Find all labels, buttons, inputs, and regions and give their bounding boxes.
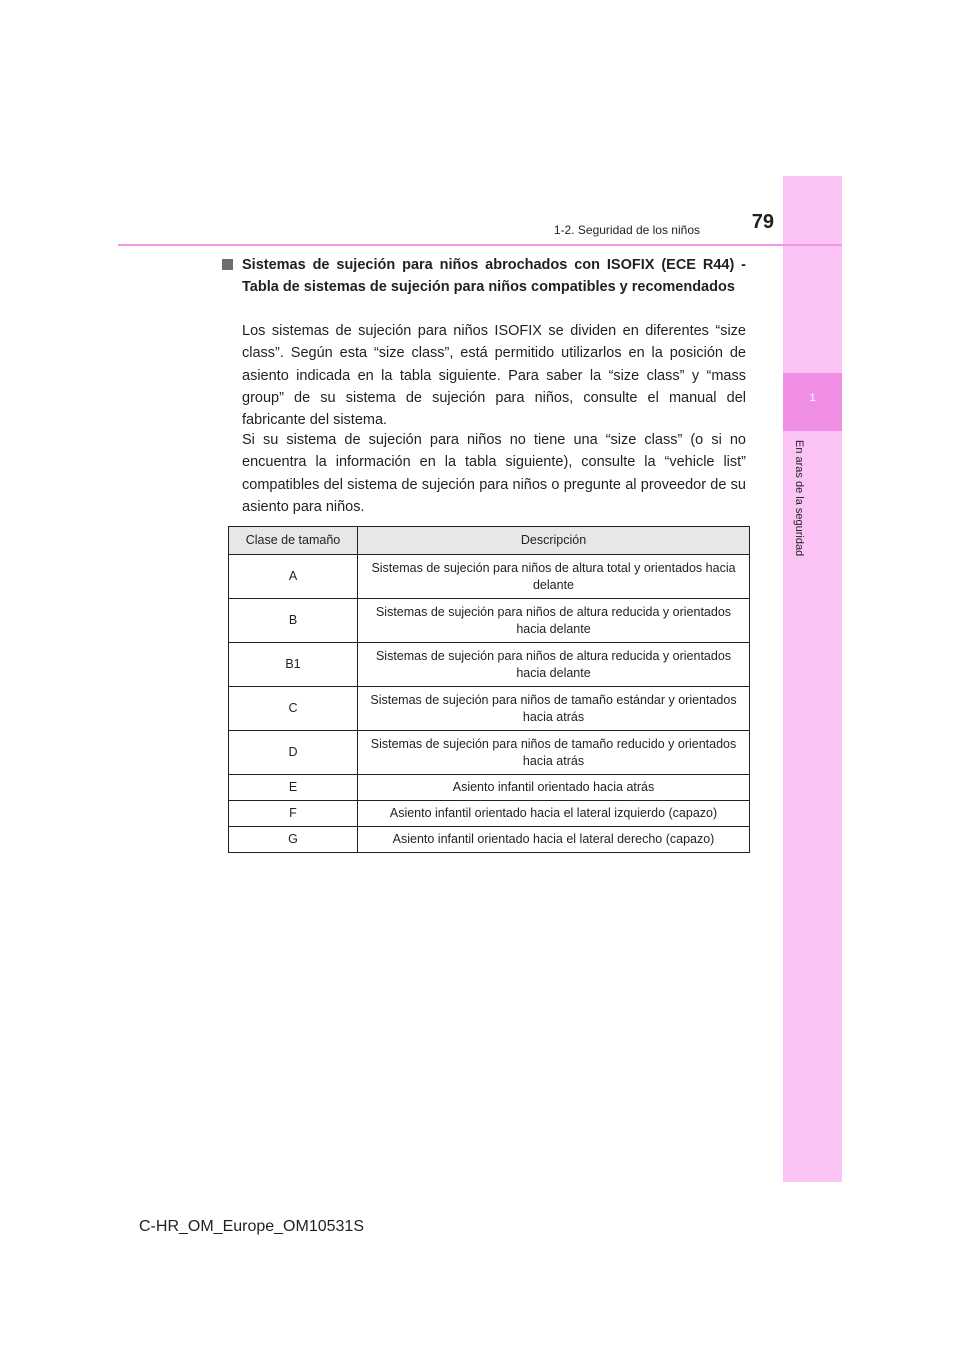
cell-description: Sistemas de sujeción para niños de altura total y orientados hacia delante — [358, 555, 750, 599]
cell-description: Sistemas de sujeción para niños de altura reducida y orientados hacia delante — [358, 599, 750, 643]
header-size-class: Clase de tamaño — [229, 527, 358, 555]
table-row — [229, 827, 750, 853]
intro-paragraph: Los sistemas de sujeción para niños ISOFIX se dividen en diferentes “size class”. Según esta “size class”, está permitido utilizarlos en la posición de asiento indicada en la tabla siguiente. Para saber la “size class” y “mass group” de su sistema de sujeción para niños, consulte el manual del fabricante del sistema. — [242, 323, 746, 429]
cell-description: Sistemas de sujeción para niños de tamaño reducido y orientados hacia atrás — [358, 731, 750, 775]
heading-text: Sistemas de sujeción para niños abrochados con ISOFIX (ECE R44) - Tabla de sistemas de sujeción para niños compatibles y recomendados — [242, 257, 746, 295]
cell-size-class: B — [229, 599, 358, 643]
table-row — [229, 801, 750, 827]
section-heading — [222, 254, 746, 298]
cell-size-class: F — [229, 801, 358, 827]
cell-description: Asiento infantil orientado hacia el lateral izquierdo (capazo) — [358, 801, 750, 827]
cell-size-class: D — [229, 731, 358, 775]
chapter-side-tab — [783, 176, 842, 1182]
document-code: C-HR_OM_Europe_OM10531S — [139, 1218, 364, 1235]
cell-description: Sistemas de sujeción para niños de tamaño estándar y orientados hacia atrás — [358, 687, 750, 731]
table-header-row — [229, 527, 750, 555]
note-paragraph: Si su sistema de sujeción para niños no tiene una “size class” (o si no encuentra la información en la tabla siguiente), consulte la “vehicle list” compatibles del sistema de sujeción para niños o pregunte al proveedor de su asiento para niños. — [242, 432, 746, 515]
cell-size-class: A — [229, 555, 358, 599]
chapter-title: En aras de la seguridad — [793, 440, 805, 557]
chapter-number: 1 — [809, 392, 816, 404]
cell-description: Asiento infantil orientado hacia el lateral derecho (capazo) — [358, 827, 750, 853]
table-row — [229, 775, 750, 801]
table-row — [229, 731, 750, 775]
table-row — [229, 687, 750, 731]
page-number: 79 — [751, 211, 774, 233]
square-bullet-icon — [222, 259, 233, 270]
cell-description: Sistemas de sujeción para niños de altura reducida y orientados hacia delante — [358, 643, 750, 687]
cell-size-class: G — [229, 827, 358, 853]
table-row — [229, 555, 750, 599]
table-row — [229, 599, 750, 643]
cell-size-class: E — [229, 775, 358, 801]
section-title: 1-2. Seguridad de los niños — [553, 223, 700, 237]
header-description: Descripción — [358, 527, 750, 555]
header-divider — [118, 244, 842, 246]
cell-description: Asiento infantil orientado hacia atrás — [358, 775, 750, 801]
size-class-table — [228, 526, 750, 853]
cell-size-class: C — [229, 687, 358, 731]
table-row — [229, 643, 750, 687]
cell-size-class: B1 — [229, 643, 358, 687]
